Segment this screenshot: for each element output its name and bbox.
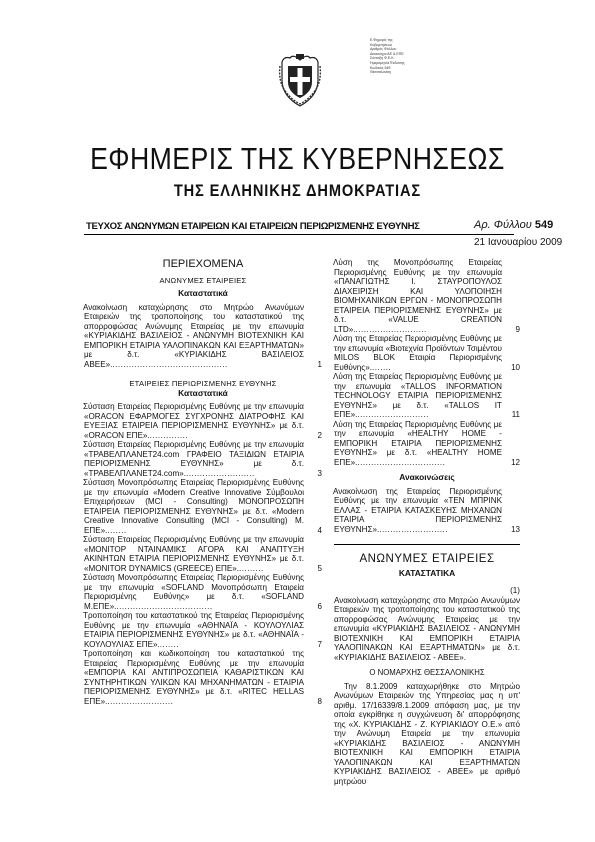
toc-entry-page: 12: [511, 457, 520, 467]
toc-entry-text: Σύσταση Εταιρείας Περιορισμένης Ευθύνης με την επωνυμία «ΤΡΑΒΕΛΠΛΑΝΕΤ24.com ΓΡΑΦΕΙΟ ΤΑΞΙΔΙΩΝ ΕΤΑΙΡΙΑ ΠΕΡΙΟΡΙΣΜΕΝΗΣ ΕΥΘΥΝΗΣ» με δ.τ. «ΤΡΑΒΕΛΠΛΑΝΕΤ24.com».: [83, 440, 304, 478]
nomarch-heading: Ο ΝΟΜΑΡΧΗΣ ΘΕΣΣΑΛΟΝΙΚΗΣ: [369, 668, 485, 677]
toc-entry-page: 4: [317, 525, 322, 535]
small-print-line: Δικαιούχοι ΑΕ & ΕΠΕ: [370, 51, 404, 56]
small-print-line: Αριθμός Φύλλου: [370, 47, 397, 52]
issue-date: 21 Ιανουαρίου 2009: [474, 237, 563, 248]
toc-entry-text: Λύση της Μονοπρόσωπης Εταιρείας Περιορισμένης Ευθύνης με την επωνυμία «ΠΑΝΑΓΙΩΤΗΣ Ι. ΣΤΑΥΡΟΠΟΥΛΟΣ ΔΙΑΧΕΙΡΙΣΗ ΚΑΙ ΥΛΟΠΟΙΗΣΗ ΒΙΟΜΗΧΑΝΙΚΩΝ ΕΡΓΩΝ - ΜΟΝΟΠΡΟΣΩΠΗ ΕΤΑΙΡΕΙΑ ΠΕΡΙΟΡΙΣΜΕΝΗΣ ΕΥΘΥΝΗΣ» με δ.τ. «VALUE CREATION LTD».: [333, 258, 502, 334]
toc-entry[interactable]: Σύσταση Εταιρείας Περιορισμένης Ευθύνης με την επωνυμία «ORACON ΕΦΑΡΜΟΓΕΣ ΣΥΓΧΡΟΝΗΣ ΔΙΑΤΡΟΦΗΣ ΚΑΙ ΕΥΕΞΙΑΣ ΕΤΑΙΡΕΙΑ ΠΕΡΙΟΡΙΣΜΕΝΗΣ ΕΥΘΥΝΗΣ» με δ.τ. «ORACON ΕΠΕ»............... 2: [83, 402, 322, 440]
toc-entry-text: Τροποποίηση και κωδικοποίηση του καταστατικού της Εταιρείας Περιορισμένης Ευθύνης με την επωνυμία «ΕΜΠΟΡΙΑ ΚΑΙ ΑΝΤΙΠΡΟΣΩΠΕΙΑ ΚΑΘΑΡΙΣΤΙΚΩΝ ΚΑΙ ΣΥΝΤΗΡΗΤΙΚΩΝ ΥΛΙΚΩΝ ΚΑΙ ΜΗΧΑΝΗΜΑΤΩΝ - ΕΤΑΙΡΙΑ ΠΕΡΙΟΡΙΣΜΕΝΗΣ ΕΥΘΥΝΗΣ» με δ.τ. «RITEC HELLAS ΕΠΕ».: [83, 649, 304, 706]
toc-entry[interactable]: Λύση της Εταιρείας Περιορισμένης Ευθύνης με την επωνυμία «TALLOS INFORMATION TECHNOLOGY ΕΤΑΙΡΙΑ ΠΕΡΙΟΡΙΣΜΕΝΗΣ ΕΥΘΥΝΗΣ» με δ.τ. «TALLOS IT ΕΠΕ»........................... 11: [333, 372, 520, 419]
toc-entry-page: 3: [317, 468, 322, 478]
toc-entry-text: Ανακοίνωση καταχώρησης στο Μητρώο Ανωνύμων Εταιρειών της τροποποίησης του καταστατικού της απορροφώσας Ανώνυμης Εταιρείας με την επωνυμία «ΚΥΡΙΑΚΙΔΗΣ ΒΑΣΙΛΕΙΟΣ - ΑΝΩΝΥΜΗ ΒΙΟΤΕΧΝΙΚΗ ΚΑΙ ΕΜΠΟΡΙΚΗ ΕΤΑΙΡΙΑ ΥΑΛΟΠΙΝΑΚΩΝ ΚΑΙ ΕΞΑΡΤΗΜΑΤΩΝ» με δ.τ. «ΚΥΡΙΑΚΙΔΗΣ ΒΑΣΙΛΕΙΟΣ ΑΒΕΕ».: [83, 302, 304, 369]
toc-entry-page: 9: [515, 324, 520, 334]
item-number: (1): [510, 586, 520, 595]
toc-entry-text: Τροποποίηση του καταστατικού της Εταιρείας Περιορισμένης Ευθύνης με την επωνυμία «ΑΘΗΝΑΪΑ - ΚΟΥΛΟΥΛΙΑΣ ΕΤΑΙΡΙΑ ΠΕΡΙΟΡΙΣΜΕΝΗΣ ΕΥΘΥΝΗΣ» με δ.τ. «ΑΘΗΝΑΪΑ - ΚΟΥΛΟΥΛΙΑΣ ΕΠΕ».: [83, 611, 304, 649]
toc-entry-text: Λύση της Εταιρείας Περιορισμένης Ευθύνης με την επωνυμία «Βιοτεχνία Προϊόντων Τσιμέντου MILOS BLOK Εταιρία Περιορισμένης Ευθύνης».: [333, 334, 502, 372]
small-print-line: Ε.Φημερίς της: [370, 38, 393, 42]
issue-series: ΤΕΥΧΟΣ ΑΝΩΝΥΜΩΝ ΕΤΑΙΡΕΙΩΝ ΚΑΙ ΕΤΑΙΡΕΙΩΝ ΠΕΡΙΩΡΙΣΜΕΝΗΣ ΕΥΘΥΝΗΣ: [86, 221, 420, 232]
toc-entry[interactable]: Τροποποίηση του καταστατικού της Εταιρείας Περιορισμένης Ευθύνης με την επωνυμία «ΑΘΗΝΑΪΑ - ΚΟΥΛΟΥΛΙΑΣ ΕΤΑΙΡΙΑ ΠΕΡΙΟΡΙΣΜΕΝΗΣ ΕΥΘΥΝΗΣ» με δ.τ. «ΑΘΗΝΑΪΑ - ΚΟΥΛΟΥΛΙΑΣ ΕΠΕ»........ 7: [83, 611, 322, 649]
section-title: ΑΝΩΝΥΜΕΣ ΕΤΑΙΡΕΙΕΣ: [359, 553, 495, 565]
toc-entry-text: Ανακοίνωση της Εταιρείας Περιορισμένης Ευθύνης με την επωνυμία «ΤΕΝ ΜΠΡΙΝΚ ΕΛΛΑΣ - ΕΤΑΙΡΙΑ ΚΑΤΑΣΚΕΥΗΣ ΜΗΧΑΝΩΝ ΕΤΑΙΡΙΑ ΠΕΡΙΟΡΙΣΜΕΝΗΣ ΕΥΘΥΝΗΣ».: [333, 486, 502, 534]
toc-entry[interactable]: Σύσταση Μονοπρόσωπης Εταιρείας Περιορισμένης Ευθύνης με την επωνυμία «Modern Creative Innovative Σύμβουλοι Επιχειρήσεων (MCI - Consulting) ΜΟΝΟΠΡΟΣΩΠΗ ΕΤΑΙΡΕΙΑ ΠΕΡΙΟΡΙΣΜΕΝΗΣ ΕΥΘΥΝΗΣ» με δ.τ. «Modern Creative Innovative Consulting (MCI - Consulting) Μ. ΕΠΕ»........ 4: [83, 478, 322, 535]
toc-entry-page: 2: [317, 430, 322, 440]
right-column: [334, 258, 520, 786]
sheet-number: 549: [534, 219, 554, 231]
toc-entry[interactable]: Λύση της Μονοπρόσωπης Εταιρείας Περιορισμένης Ευθύνης με την επωνυμία «ΠΑΝΑΓΙΩΤΗΣ Ι. ΣΤΑΥΡΟΠΟΥΛΟΣ ΔΙΑΧΕΙΡΙΣΗ ΚΑΙ ΥΛΟΠΟΙΗΣΗ ΒΙΟΜΗΧΑΝΙΚΩΝ ΕΡΓΩΝ - ΜΟΝΟΠΡΟΣΩΠΗ ΕΤΑΙΡΕΙΑ ΠΕΡΙΟΡΙΣΜΕΝΗΣ ΕΥΘΥΝΗΣ» με δ.τ. «VALUE CREATION LTD»........................... 9: [333, 258, 520, 334]
toc-anakoinoseis-heading: Ανακοινώσεις: [399, 472, 455, 482]
toc-entry-page: 7: [317, 639, 322, 649]
toc-entry-text: Λύση της Εταιρείας Περιορισμένης Ευθύνης με την επωνυμία «TALLOS INFORMATION TECHNOLOGY ΕΤΑΙΡΙΑ ΠΕΡΙΟΡΙΣΜΕΝΗΣ ΕΥΘΥΝΗΣ» με δ.τ. «TALLOS IT ΕΠΕ».: [333, 372, 502, 419]
toc-entry-page: 13: [511, 524, 520, 534]
toc-entry[interactable]: Ανακοίνωση της Εταιρείας Περιορισμένης Ευθύνης με την επωνυμία «ΤΕΝ ΜΠΡΙΝΚ ΕΛΛΑΣ - ΕΤΑΙΡΙΑ ΚΑΤΑΣΚΕΥΗΣ ΜΗΧΑΝΩΝ ΕΤΑΙΡΙΑ ΠΕΡΙΟΡΙΣΜΕΝΗΣ ΕΥΘΥΝΗΣ».......................... 13: [333, 486, 520, 534]
gazette-masthead: ΕΦΗΜΕΡΙΣ ΤΗΣ ΚΥΒΕΡΝΗΣΕΩΣ: [90, 141, 505, 176]
toc-left-column: [84, 260, 322, 706]
toc-entry[interactable]: Λύση της Εταιρείας Περιορισμένης Ευθύνης με την επωνυμία «HEALTHY HOME - ΕΜΠΟΡΙΚΗ ΕΤΑΙΡΙΑ ΠΕΡΙΟΡΙΣΜΕΝΗΣ ΕΥΘΥΝΗΣ» με δ.τ. «HEALTHY HOME ΕΠΕ»................................. 12: [333, 419, 520, 467]
header-divider: [84, 234, 514, 235]
decision-paragraph: Την 8.1.2009 καταχωρήθηκε στο Μητρώο Ανωνύμων Εταιρειών της Υπηρεσίας μας η υπ' αριθμ. 17/16339/8.1.2009 απόφαση μας, με την οποία εγκρίθηκε η συγχώνευση δι' απορρόφησης της «Χ. ΚΥΡΙΑΚΙΔΗΣ - Ζ. ΚΥΡΙΑΚΙΔΟΥ Ο.Ε.» από την Ανώνυμη Εταιρεία με την επωνυμία «ΚΥΡΙΑΚΙΔΗΣ ΒΑΣΙΛΕΙΟΣ - ΑΝΩΝΥΜΗ ΒΙΟΤΕΧΝΙΚΗ ΚΑΙ ΕΜΠΟΡΙΚΗ ΕΤΑΙΡΙΑ ΥΑΛΟΠΙΝΑΚΩΝ ΚΑΙ ΕΞΑΡΤΗΜΑΤΩΝ ΚΥΡΙΑΚΙΔΗΣ ΒΑΣΙΛΕΙΟΣ - ΑΒΕΕ» με αριθμό μητρώου: [334, 681, 520, 786]
toc-entry-page: 6: [317, 601, 322, 611]
toc-entry-text: Σύσταση Μονοπρόσωπης Εταιρείας Περιορισμένης Ευθύνης με την επωνυμία «SOFLAND Μονοπρόσωπη Εταιρεία Περιορισμένης Ευθύνης» με δ.τ. «SOFLAND Μ.ΕΠΕ».: [83, 573, 304, 611]
small-print-line: Ημερομηνία Έκδοσης: [370, 60, 405, 65]
toc-entry-page: 1: [317, 359, 322, 369]
small-print-line: Κωδικός 549: [370, 65, 391, 70]
small-print-line: Σύνταξη Φ.Ε.Κ.: [370, 56, 395, 61]
toc-entry[interactable]: Σύσταση Μονοπρόσωπης Εταιρείας Περιορισμένης Ευθύνης με την επωνυμία «SOFLAND Μονοπρόσωπη Εταιρεία Περιορισμένης Ευθύνης» με δ.τ. «SOFLAND Μ.ΕΠΕ».................................... 6: [83, 573, 322, 611]
toc-entry-text: Σύσταση Μονοπρόσωπης Εταιρείας Περιορισμένης Ευθύνης με την επωνυμία «Modern Creative Innovative Σύμβουλοι Επιχειρήσεων (MCI - Consulting) ΜΟΝΟΠΡΟΣΩΠΗ ΕΤΑΙΡΕΙΑ ΠΕΡΙΟΡΙΣΜΕΝΗΣ ΕΥΘΥΝΗΣ» με δ.τ. «Modern Creative Innovative Consulting (MCI - Consulting) Μ. ΕΠΕ».: [83, 478, 304, 535]
toc-entry[interactable]: Τροποποίηση και κωδικοποίηση του καταστατικού της Εταιρείας Περιορισμένης Ευθύνης με την επωνυμία «ΕΜΠΟΡΙΑ ΚΑΙ ΑΝΤΙΠΡΟΣΩΠΕΙΑ ΚΑΘΑΡΙΣΤΙΚΩΝ ΚΑΙ ΣΥΝΤΗΡΗΤΙΚΩΝ ΥΛΙΚΩΝ ΚΑΙ ΜΗΧΑΝΗΜΑΤΩΝ - ΕΤΑΙΡΙΑ ΠΕΡΙΟΡΙΣΜΕΝΗΣ ΕΥΘΥΝΗΣ» με δ.τ. «RITEC HELLAS ΕΠΕ»......................... 8: [83, 649, 322, 706]
toc-entry[interactable]: Σύσταση Εταιρείας Περιορισμένης Ευθύνης με την επωνυμία «ΜΟΝΙΤΟΡ ΝΤΑΙΝΑΜΙΚΣ ΑΓΟΡΑ ΚΑΙ ΑΝΑΠΤΥΞΗ ΑΚΙΝΗΤΩΝ ΕΤΑΙΡΙΑ ΠΕΡΙΟΡΙΣΜΕΝΗΣ ΕΥΘΥΝΗΣ» με δ.τ. «MONITOR DYNAMICS (GREECE) ΕΠΕ».......... 5: [83, 535, 322, 573]
toc-title: ΠΕΡΙΕΧΟΜΕΝΑ: [162, 258, 244, 270]
toc-entry-text: Σύσταση Εταιρείας Περιορισμένης Ευθύνης με την επωνυμία «ORACON ΕΦΑΡΜΟΓΕΣ ΣΥΓΧΡΟΝΗΣ ΔΙΑΤΡΟΦΗΣ ΚΑΙ ΕΥΕΞΙΑΣ ΕΤΑΙΡΕΙΑ ΠΕΡΙΟΡΙΣΜΕΝΗΣ ΕΥΘΥΝΗΣ» με δ.τ. «ORACON ΕΠΕ».: [83, 402, 304, 440]
toc-entry-text: Λύση της Εταιρείας Περιορισμένης Ευθύνης με την επωνυμία «HEALTHY HOME - ΕΜΠΟΡΙΚΗ ΕΤΑΙΡΙΑ ΠΕΡΙΟΡΙΣΜΕΝΗΣ ΕΥΘΥΝΗΣ» με δ.τ. «HEALTHY HOME ΕΠΕ».: [333, 419, 502, 467]
sheet-number-line: [474, 219, 553, 231]
sheet-label: Αρ. Φύλλου: [474, 219, 532, 231]
greek-coat-of-arms-emblem: [278, 52, 322, 108]
toc-entry[interactable]: Ανακοίνωση καταχώρησης στο Μητρώο Ανωνύμων Εταιρειών της τροποποίησης του καταστατικού της απορροφώσας Ανώνυμης Εταιρείας με την επωνυμία «ΚΥΡΙΑΚΙΔΗΣ ΒΑΣΙΛΕΙΟΣ - ΑΝΩΝΥΜΗ ΒΙΟΤΕΧΝΙΚΗ ΚΑΙ ΕΜΠΟΡΙΚΗ ΕΤΑΙΡΙΑ ΥΑΛΟΠΙΝΑΚΩΝ ΚΑΙ ΕΞΑΡΤΗΜΑΤΩΝ» με δ.τ. «ΚΥΡΙΑΚΙΔΗΣ ΒΑΣΙΛΕΙΟΣ ΑΒΕΕ»........................................... 1: [83, 302, 322, 369]
katastatika-heading: ΚΑΤΑΣΤΑΤΙΚΑ: [398, 567, 456, 578]
toc-entry-page: 5: [317, 563, 322, 573]
toc-entry-text: Σύσταση Εταιρείας Περιορισμένης Ευθύνης με την επωνυμία «ΜΟΝΙΤΟΡ ΝΤΑΙΝΑΜΙΚΣ ΑΓΟΡΑ ΚΑΙ ΑΝΑΠΤΥΞΗ ΑΚΙΝΗΤΩΝ ΕΤΑΙΡΙΑ ΠΕΡΙΟΡΙΣΜΕΝΗΣ ΕΥΘΥΝΗΣ» με δ.τ. «MONITOR DYNAMICS (GREECE) ΕΠΕ».: [83, 535, 304, 573]
toc-entry-page: 10: [511, 362, 520, 372]
section-divider: [334, 544, 520, 545]
toc-entry[interactable]: Λύση της Εταιρείας Περιορισμένης Ευθύνης με την επωνυμία «Βιοτεχνία Προϊόντων Τσιμέντου MILOS BLOK Εταιρία Περιορισμένης Ευθύνης»........ 10: [333, 334, 520, 372]
small-print-block: [370, 38, 460, 75]
toc-katastatika-heading: Καταστατικά: [178, 288, 228, 298]
announcement-paragraph: Ανακοίνωση καταχώρησης στο Μητρώο Ανωνύμων Εταιρειών της τροποποίησης του καταστατικού της απορροφώσας Ανώνυμης Εταιρείας με την επωνυμία «ΚΥΡΙΑΚΙΔΗΣ ΒΑΣΙΛΕΙΟΣ - ΑΝΩΝΥΜΗ ΒΙΟΤΕΧΝΙΚΗ ΚΑΙ ΕΜΠΟΡΙΚΗ ΕΤΑΙΡΙΑ ΥΑΛΟΠΙΝΑΚΩΝ ΚΑΙ ΕΞΑΡΤΗΜΑΤΩΝ» με δ.τ. «ΚΥΡΙΑΚΙΔΗΣ ΒΑΣΙΛΕΙΟΣ - ΑΒΕΕ».: [334, 595, 520, 662]
toc-section-ae: ΑΝΩΝΥΜΕΣ ΕΤΑΙΡΕΙΕΣ: [159, 275, 247, 285]
gazette-subhead: ΤΗΣ ΕΛΛΗΝΙΚΗΣ ΔΗΜΟΚΡΑΤΙΑΣ: [173, 181, 422, 200]
small-print-line: Κυβερνήσεως: [370, 42, 393, 47]
toc-section-epe: ΕΤΑΙΡΕΙΕΣ ΠΕΡΙΩΡΙΣΜΕΝΗΣ ΕΥΘΥΝΗΣ: [129, 379, 277, 388]
toc-katastatika-heading: Καταστατικά: [178, 387, 228, 398]
small-print-line: Θεσσαλονίκη: [370, 70, 392, 75]
toc-entry-page: 8: [317, 696, 322, 706]
toc-entry-page: 11: [511, 410, 520, 419]
toc-entry[interactable]: Σύσταση Εταιρείας Περιορισμένης Ευθύνης με την επωνυμία «ΤΡΑΒΕΛΠΛΑΝΕΤ24.com ΓΡΑΦΕΙΟ ΤΑΞΙΔΙΩΝ ΕΤΑΙΡΙΑ ΠΕΡΙΟΡΙΣΜΕΝΗΣ ΕΥΘΥΝΗΣ» με δ.τ. «ΤΡΑΒΕΛΠΛΑΝΕΤ24.com».......................... 3: [83, 440, 322, 478]
